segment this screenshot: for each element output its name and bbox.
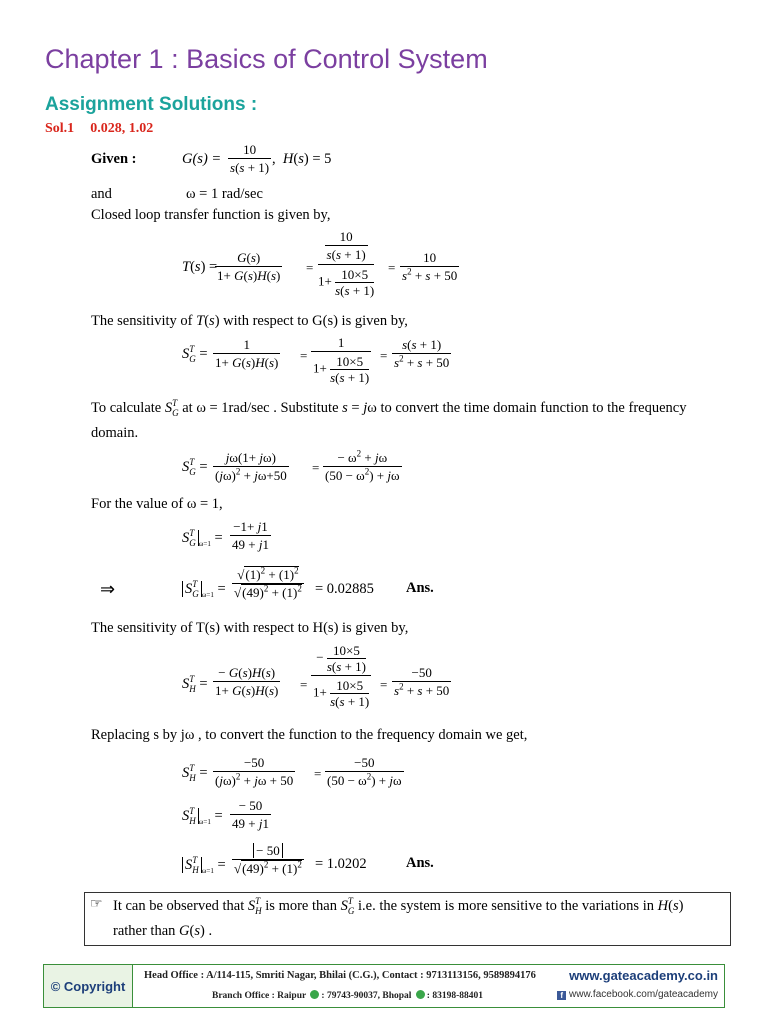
- t-fraction-3: $\frac{10}{s^2 + s + 50}$: [402, 250, 458, 283]
- sens-g-intro: The sensitivity of T(s) with respect to G(s) is given by,: [91, 313, 408, 329]
- and-label: and: [91, 186, 112, 202]
- sh-jw-fraction-1: $\frac{-50}{(j\omega)^2 + j\omega + 50}$: [215, 755, 294, 788]
- given-h: , H(s) = 5: [272, 151, 332, 167]
- closed-loop-text: Closed loop transfer function is given by,: [91, 207, 331, 223]
- sg-fraction-2: 1 1+ $\frac{10\times 5}{s(s + 1)}$: [313, 335, 370, 385]
- calc-text-line1: To calculate $S^T_G$ at ω = 1rad/sec . Substitute s = jω to convert the time domain function to the frequency: [91, 398, 687, 418]
- t-fraction-1: $\frac{G(s)}{1+ G(s)H(s)}$: [217, 250, 281, 283]
- value-text: For the value of ω = 1,: [91, 496, 223, 512]
- solution-answer: 0.028, 1.02: [90, 121, 154, 136]
- facebook-icon: f: [557, 991, 566, 1000]
- sg-result: = 0.02885: [315, 581, 374, 597]
- sg-jw-fraction-1: $\frac{j\omega(1+ j\omega)}{(j\omega)^2 + j\omega+50}$: [215, 450, 287, 483]
- facebook-link[interactable]: f www.facebook.com/gateacademy: [557, 989, 718, 1000]
- website-link[interactable]: www.gateacademy.co.in: [569, 968, 718, 983]
- sh-label-1: $S^T_H$ =: [182, 674, 208, 694]
- ans-label-1: Ans.: [406, 580, 434, 596]
- whatsapp-icon: [310, 990, 319, 999]
- replace-text: Replacing s by jω , to convert the function to the frequency domain we get,: [91, 727, 528, 743]
- t-of-s-label: T(s) =: [182, 259, 218, 275]
- sh-mag-fraction: $\frac{- 50}{√(49)^2 + (1)^2}$: [234, 843, 302, 876]
- footer: [43, 964, 725, 1008]
- sh-result: = 1.0202: [315, 856, 367, 872]
- ans-label-2: Ans.: [406, 855, 434, 871]
- branch-office: Branch Office : Raipur : 79743-90037, Bhopal : 83198-88401: [212, 991, 483, 1001]
- sh-jw-fraction-2: $\frac{-50}{(50 - \omega^2) + j\omega}$: [327, 755, 402, 788]
- section-title: Assignment Solutions :: [45, 94, 258, 115]
- sg-mag-label: $S^T_G$ $_{\omega=1}$ =: [182, 581, 226, 598]
- calc-text-line2: domain.: [91, 425, 139, 441]
- omega-value: ω = 1 rad/sec: [186, 186, 263, 202]
- sh-fraction-1: $\frac{- G(s)H(s)}{1+ G(s)H(s)}$: [215, 665, 279, 698]
- sg-label-1: $S^T_G$ =: [182, 344, 208, 364]
- copyright-badge: © Copyright: [44, 965, 133, 1007]
- given-label: Given :: [91, 151, 137, 167]
- chapter-title: Chapter 1 : Basics of Control System: [45, 44, 488, 74]
- note-line-1: It can be observed that $S^T_H$ is more than $S^T_G$ i.e. the system is more sensitive to the variations in H(s): [113, 896, 684, 916]
- whatsapp-icon: [416, 990, 425, 999]
- sh-fraction-3: $\frac{-50}{s^2 + s + 50}$: [394, 665, 450, 698]
- sg-eval-fraction: $\frac{-1+ j1}{49 + j1}$: [232, 519, 269, 552]
- g-of-s-label: G(s) =: [182, 151, 222, 167]
- sh-eval-fraction: $\frac{- 50}{49 + j1}$: [232, 798, 269, 831]
- sens-h-intro: The sensitivity of T(s) with respect to H(s) is given by,: [91, 620, 409, 636]
- head-office: Head Office : A/114-115, Smriti Nagar, Bhilai (C.G.), Contact : 9713113156, 9589894176: [144, 970, 536, 981]
- sg-jw-fraction-2: $\frac{- \omega^2 + j\omega}{(50 - \omega^2) + j\omega}$: [325, 448, 400, 483]
- pointing-hand-icon: ☞: [90, 897, 103, 912]
- sh-eval-label: $S^T_H$ $_{\omega=1}$ =: [182, 806, 223, 826]
- note-line-2: rather than G(s) .: [113, 923, 213, 939]
- sh-fraction-2: − $\frac{10\times 5}{s(s + 1)}$ 1+ $\frac{10\times 5}{s(s + 1)}$: [313, 643, 370, 709]
- implies-icon: ⇒: [100, 579, 116, 599]
- given-g-fraction: $\frac{10}{s(s + 1)}$: [230, 142, 270, 175]
- sg-mag-fraction: $\frac{√(1)^2 + (1)^2}{√(49)^2 + (1)^2}$: [234, 565, 302, 600]
- sh-mag-label: $S^T_H$ $_{\omega=1}$ =: [182, 857, 226, 874]
- sg-fraction-3: $\frac{s(s + 1)}{s^2 + s + 50}$: [394, 337, 450, 370]
- solution-heading: [45, 121, 153, 137]
- sh-label-2: $S^T_H$ =: [182, 763, 208, 783]
- sg-eval-label: $S^T_G$ $_{\omega=1}$ =: [182, 528, 223, 548]
- sg-label-2: $S^T_G$ =: [182, 457, 208, 477]
- sg-fraction-1: $\frac{1}{1+ G(s)H(s)}$: [215, 337, 279, 370]
- t-fraction-2: 10 s(s + 1) 1+ $\frac{10\times 5}{s(s + 1)}$: [318, 229, 375, 298]
- solution-label: Sol.1: [45, 121, 75, 136]
